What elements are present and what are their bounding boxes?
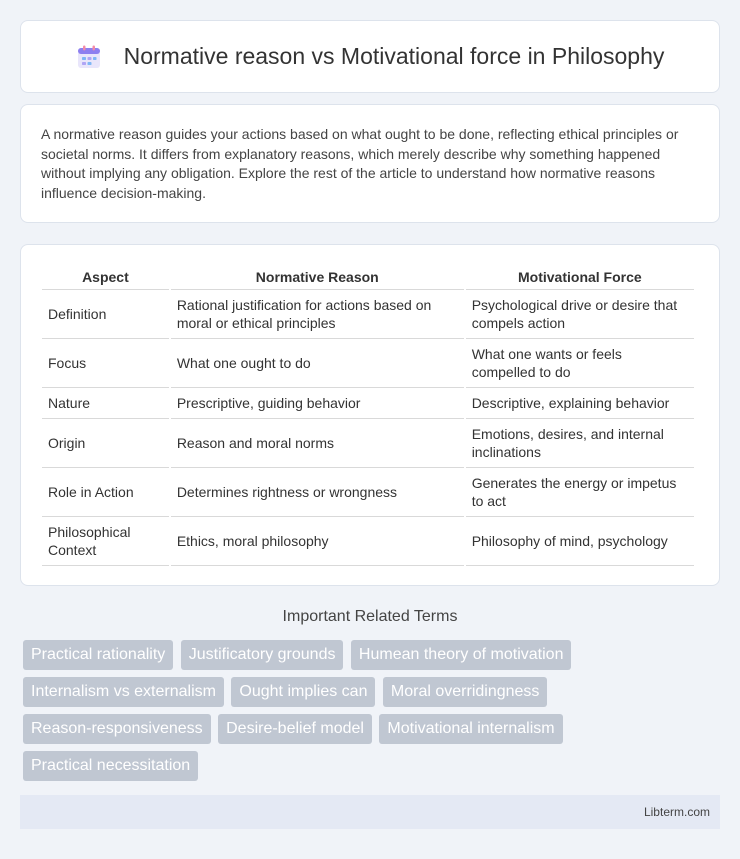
related-term-tag[interactable]: Humean theory of motivation [351, 640, 572, 670]
table-cell: Emotions, desires, and internal inclinations [466, 419, 694, 468]
calendar-app-icon [76, 44, 102, 70]
intro-card [20, 104, 720, 223]
related-term-tag[interactable]: Motivational internalism [379, 714, 562, 744]
table-cell: Origin [42, 419, 169, 468]
table-row [42, 339, 694, 388]
related-term-tag[interactable]: Reason-responsiveness [23, 714, 211, 744]
table-cell: Philosophical Context [42, 517, 169, 566]
footer [20, 795, 720, 829]
footer-site-link[interactable]: Libterm.com [643, 805, 710, 819]
related-term-tag[interactable]: Ought implies can [231, 677, 375, 707]
related-terms-list [23, 640, 583, 788]
table-cell: Ethics, moral philosophy [171, 517, 464, 566]
table-header-row [42, 265, 694, 290]
table-cell: What one wants or feels compelled to do [466, 339, 694, 388]
table-row [42, 468, 694, 517]
table-cell: Rational justification for actions based on moral or ethical principles [171, 290, 464, 339]
table-cell: Prescriptive, guiding behavior [171, 388, 464, 419]
table-cell: Role in Action [42, 468, 169, 517]
header-card [20, 20, 720, 93]
table-row [42, 388, 694, 419]
column-header-aspect: Aspect [42, 265, 169, 290]
comparison-table-card [20, 244, 720, 586]
table-cell: Reason and moral norms [171, 419, 464, 468]
related-terms-title: Important Related Terms [282, 608, 458, 625]
table-cell: Focus [42, 339, 169, 388]
related-term-tag[interactable]: Practical necessitation [23, 751, 198, 781]
table-cell: Nature [42, 388, 169, 419]
related-term-tag[interactable]: Justificatory grounds [181, 640, 344, 670]
related-term-tag[interactable]: Desire-belief model [218, 714, 372, 744]
table-cell: Definition [42, 290, 169, 339]
column-header-normative-reason: Normative Reason [171, 265, 464, 290]
comparison-table [40, 265, 696, 566]
table-row [42, 419, 694, 468]
column-header-motivational-force: Motivational Force [466, 265, 694, 290]
table-cell: What one ought to do [171, 339, 464, 388]
page-title: Normative reason vs Motivational force in Philosophy [123, 43, 665, 69]
header-inner [76, 43, 665, 70]
table-row [42, 290, 694, 339]
related-term-tag[interactable]: Internalism vs externalism [23, 677, 224, 707]
table-cell: Descriptive, explaining behavior [466, 388, 694, 419]
intro-text: A normative reason guides your actions based on what ought to be done, reflecting ethical principles or societal norms. It differs from explanatory reasons, which merely describe why something happened without implying any obligation. Explore the rest of the article to understand how normative reasons influence decision-making. [41, 126, 679, 201]
related-term-tag[interactable]: Practical rationality [23, 640, 173, 670]
table-cell: Generates the energy or impetus to act [466, 468, 694, 517]
table-row [42, 517, 694, 566]
table-cell: Philosophy of mind, psychology [466, 517, 694, 566]
related-term-tag[interactable]: Moral overridingness [383, 677, 548, 707]
table-cell: Psychological drive or desire that compels action [466, 290, 694, 339]
table-cell: Determines rightness or wrongness [171, 468, 464, 517]
